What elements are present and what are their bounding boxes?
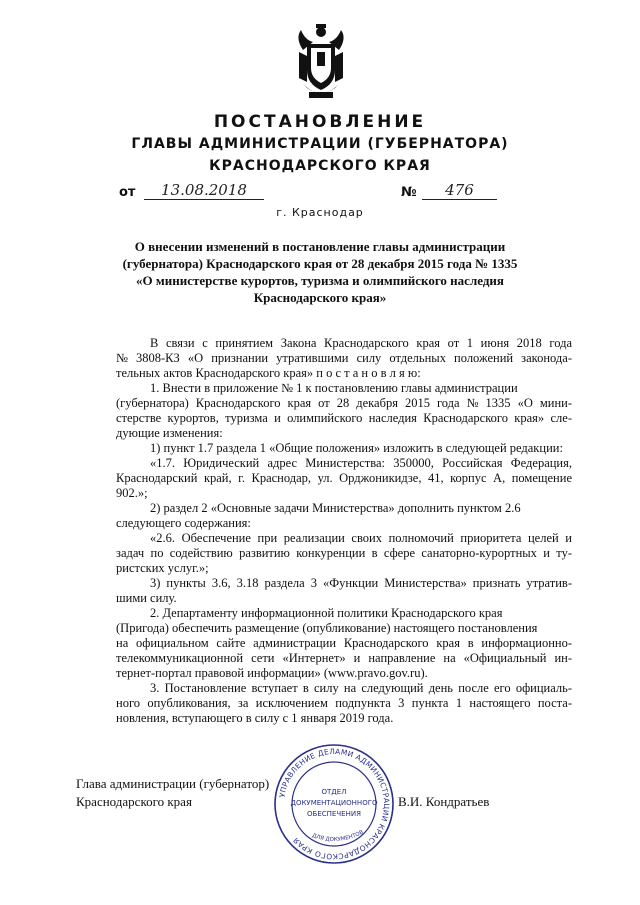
issuer-heading: ГЛАВЫ АДМИНИСТРАЦИИ (ГУБЕРНАТОРА) — [131, 136, 509, 152]
body-line: задач по содействию развитию конкуренции в сфере санаторно-курортных и ту- — [116, 546, 572, 560]
title-line: «О министерстве курортов, туризма и олимпийского наследия — [136, 273, 504, 288]
stamp-ring-text: УПРАВЛЕНИЕ ДЕЛАМИ АДМИНИСТРАЦИИ КРАСНОДАРСКОГО КРАЯ — [277, 746, 392, 862]
body-line: 2) раздел 2 «Основные задачи Министерства» дополнить пунктом 2.6 — [150, 501, 521, 515]
body-line: тернет-портал правовой информации» (www.pravo.gov.ru). — [116, 666, 428, 680]
body-line: новления, вступающего в силу с 1 января 2019 года. — [116, 711, 394, 725]
signatory-position-line: Краснодарского края — [76, 794, 192, 809]
body-line: 3. Постановление вступает в силу на следующий день после его официаль- — [150, 681, 572, 695]
signatory-position-line: Глава администрации (губернатор) — [76, 776, 270, 791]
number-value: 476 — [422, 181, 497, 200]
body-line: № 3808-КЗ «О признании утратившими силу отдельных положений законода- — [116, 351, 572, 365]
document-type-heading: ПОСТАНОВЛЕНИЕ — [213, 112, 427, 132]
body-line: ного опубликования, за исключением подпункта 3 пункта 1 настоящего поста- — [116, 696, 572, 710]
body-line: ристских услуг.»; — [116, 561, 209, 575]
body-line: «1.7. Юридический адрес Министерства: 350000, Российская Федерация, — [150, 456, 572, 470]
date-value: 13.08.2018 — [144, 181, 264, 200]
body-line: телекоммуникационной сети «Интернет» и направление на «Официальный ин- — [116, 651, 572, 665]
body-line: (Пригода) обеспечить размещение (опубликование) настоящего постановления — [116, 621, 538, 635]
date-number-row — [119, 183, 519, 205]
region-heading: КРАСНОДАРСКОГО КРАЯ — [209, 158, 431, 174]
body-line: (губернатора) Краснодарского края от 28 декабря 2015 года № 1335 «О мини- — [116, 396, 572, 410]
resolution-body — [116, 336, 572, 726]
signatory-name: В.И. Кондратьев — [398, 794, 490, 809]
body-line: «2.6. Обеспечение при реализации своих полномочий приоритета целей и — [150, 531, 572, 545]
signatory-position — [76, 775, 269, 811]
stamp-center-line: ОТДЕЛ — [321, 788, 347, 796]
body-line: В связи с принятием Закона Краснодарского края от 1 июня 2018 года — [150, 336, 572, 350]
body-line: Краснодарский край, г. Краснодар, ул. Орджоникидзе, 41, корпус А, помещение — [116, 471, 572, 485]
stamp-bottom-text: ДЛЯ ДОКУМЕНТОВ — [311, 829, 365, 844]
body-line: тельных актов Краснодарского края» п о с т а н о в л я ю: — [116, 366, 421, 380]
date-label: от — [119, 185, 136, 200]
stamp-center-line: ОБЕСПЕЧЕНИЯ — [307, 810, 361, 818]
body-line: 3) пункты 3.6, 3.18 раздела 3 «Функции Министерства» признать утратив- — [150, 576, 572, 590]
stamp-center-line: ДОКУМЕНТАЦИОННОГО — [290, 799, 378, 807]
number-label: № — [401, 185, 417, 200]
official-stamp — [272, 742, 396, 866]
body-line: следующего содержания: — [116, 516, 251, 530]
title-line: (губернатора) Краснодарского края от 28 декабря 2015 года № 1335 — [122, 256, 518, 271]
resolution-title — [100, 238, 540, 306]
body-line: на официальном сайте администрации Краснодарского края в информационно- — [116, 636, 572, 650]
body-line: 1. Внести в приложение № 1 к постановлению главы администрации — [150, 381, 518, 395]
title-line: О внесении изменений в постановление главы администрации — [134, 239, 506, 254]
city-label: г. Краснодар — [276, 206, 364, 219]
title-line: Краснодарского края» — [253, 290, 387, 305]
body-line: 902.»; — [116, 486, 148, 500]
body-line: дующие изменения: — [116, 426, 223, 440]
body-line: стерстве курортов, туризма и олимпийского наследия Краснодарского края» сле- — [116, 411, 572, 425]
body-line: шими силу. — [116, 591, 177, 605]
body-line: 1) пункт 1.7 раздела 1 «Общие положения» изложить в следующей редакции: — [150, 441, 563, 455]
body-line: 2. Департаменту информационной политики Краснодарского края — [150, 606, 503, 620]
coat-of-arms-emblem — [289, 22, 353, 104]
